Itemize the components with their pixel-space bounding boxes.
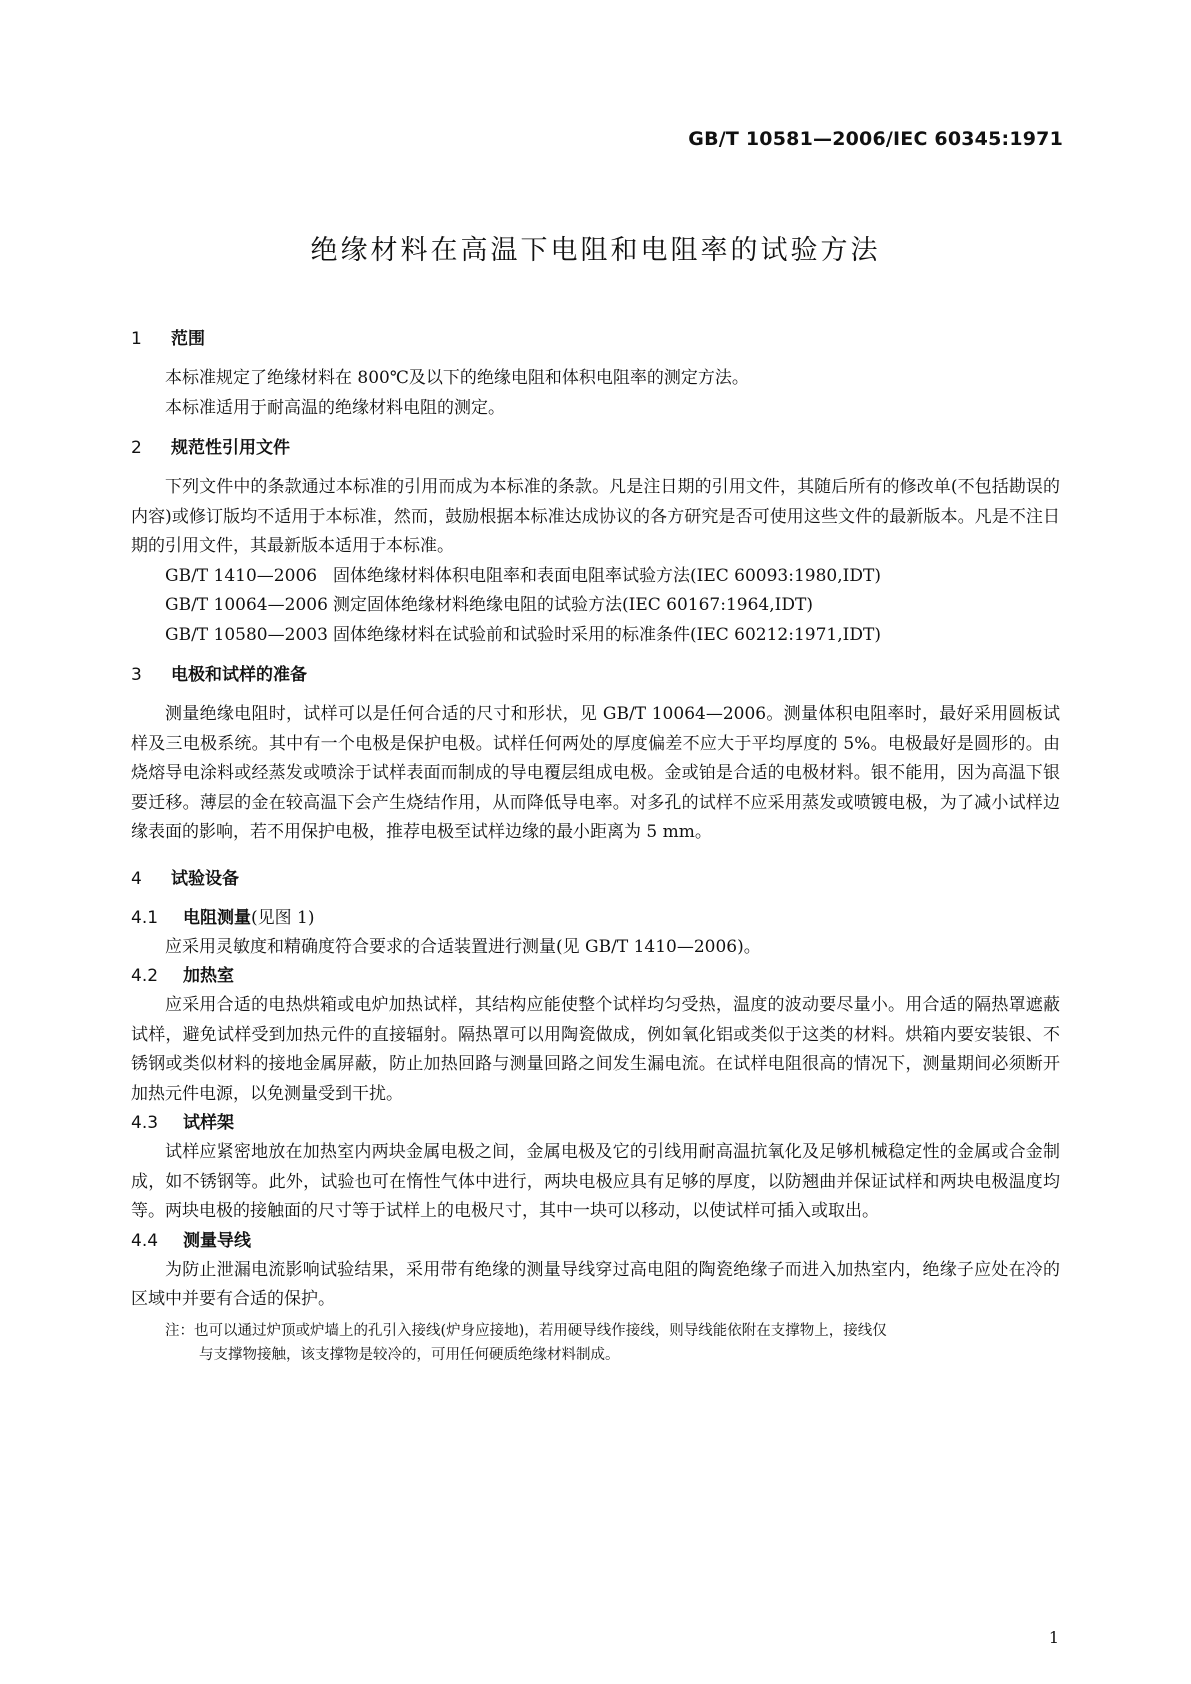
section-title: 范围: [171, 329, 205, 349]
reference-title: 固体绝缘材料体积电阻率和表面电阻率试验方法(IEC 60093:1980,IDT): [333, 565, 881, 586]
subsection-title: 加热室: [183, 966, 234, 986]
note-text: 也可以通过炉顶或炉墙上的孔引入接线(炉身应接地)，若用硬导线作接线，则导线能依附在支撑物上，接线仅: [194, 1322, 887, 1339]
subsection-4-4-heading: [131, 1227, 1060, 1256]
section-number: 3: [131, 665, 142, 685]
reference-code: GB/T 10064—2006: [165, 595, 328, 615]
paragraph: 本标准适用于耐高温的绝缘材料电阻的测定。: [165, 397, 505, 418]
section-1-heading: [131, 326, 1060, 352]
document-body: [131, 326, 1060, 1367]
note: [165, 1319, 1060, 1367]
section-2-heading: [131, 435, 1060, 461]
subsection-number: 4.2: [131, 966, 159, 986]
reference-code: GB/T 10580—2003: [165, 624, 328, 645]
subsection-4-3-heading: [131, 1109, 1060, 1138]
section-number: 1: [131, 329, 142, 349]
subsection-number: 4.1: [131, 907, 159, 928]
reference-item: [131, 562, 1060, 592]
figure-reference: (见图 1): [251, 907, 315, 928]
subsection-number: 4.3: [131, 1113, 159, 1133]
paragraph: 应采用灵敏度和精确度符合要求的合适装置进行测量(见 GB/T 1410—2006)。: [165, 936, 761, 957]
section-4-heading: [131, 866, 1060, 892]
standard-code: GB/T 10581—2006/IEC 60345:1971: [688, 128, 1063, 150]
reference-code: GB/T 1410—2006: [165, 565, 318, 586]
paragraph: 测量绝缘电阻时，试样可以是任何合适的尺寸和形状，见 GB/T 10064—2006。测量体积电阻率时，最好采用圆板试样及三电极系统。其中有一个电极是保护电极。试样任何两处的厚度偏差不应大于平均厚度的 5%。电极最好是圆形的。由烧熔导电涂料或经蒸发或喷涂于试样表面而制成的导电覆层组成电极。金或铂是合适的电极材料。银不能用，因为高温下银要迁移。薄层的金在较高温下会产生烧结作用，从而降低导电率。对多孔的试样不应采用蒸发或喷镀电极，为了减小试样边缘表面的影响，若不用保护电极，推荐电极至试样边缘的最小距离为 5 mm。: [131, 704, 1060, 842]
section-3-heading: [131, 662, 1060, 688]
reference-item: [131, 621, 1060, 651]
reference-title: 固体绝缘材料在试验前和试验时采用的标准条件(IEC 60212:1971,IDT): [333, 624, 881, 645]
section-number: 2: [131, 438, 142, 458]
paragraph: 下列文件中的条款通过本标准的引用而成为本标准的条款。凡是注日期的引用文件，其随后所有的修改单(不包括勘误的内容)或修订版均不适用于本标准，然而，鼓励根据本标准达成协议的各方研究是否可使用这些文件的最新版本。凡是不注日期的引用文件，其最新版本适用于本标准。: [131, 477, 1060, 556]
section-title: 电极和试样的准备: [171, 665, 307, 685]
reference-title: 测定固体绝缘材料绝缘电阻的试验方法(IEC 60167:1964,IDT): [333, 595, 813, 615]
paragraph: 本标准规定了绝缘材料在 800℃及以下的绝缘电阻和体积电阻率的测定方法。: [165, 368, 749, 388]
paragraph: 试样应紧密地放在加热室内两块金属电极之间，金属电极及它的引线用耐高温抗氧化及足够机械稳定性的金属或合金制成，如不锈钢等。此外，试验也可在惰性气体中进行，两块电极应具有足够的厚度，以防翘曲并保证试样和两块电极温度均等。两块电极的接触面的尺寸等于试样上的电极尺寸，其中一块可以移动，以使试样可插入或取出。: [131, 1142, 1060, 1221]
subsection-title: 电阻测量: [183, 907, 251, 928]
reference-item: [131, 591, 1060, 621]
subsection-4-2-heading: [131, 962, 1060, 991]
section-number: 4: [131, 868, 142, 889]
page-number: 1: [1048, 1628, 1059, 1647]
subsection-title: 测量导线: [183, 1230, 251, 1251]
note-label: 注：: [165, 1322, 194, 1339]
paragraph: 为防止泄漏电流影响试验结果，采用带有绝缘的测量导线穿过高电阻的陶瓷绝缘子而进入加热室内，绝缘子应处在冷的区域中并要有合适的保护。: [131, 1259, 1060, 1309]
section-title: 规范性引用文件: [171, 438, 290, 458]
subsection-title: 试样架: [183, 1113, 234, 1133]
section-title: 试验设备: [171, 868, 239, 889]
note-text-continued: 与支撑物接触，该支撑物是较冷的，可用任何硬质绝缘材料制成。: [199, 1346, 620, 1363]
subsection-number: 4.4: [131, 1230, 159, 1251]
paragraph: 应采用合适的电热烘箱或电炉加热试样，其结构应能使整个试样均匀受热，温度的波动要尽量小。用合适的隔热罩遮蔽试样，避免试样受到加热元件的直接辐射。隔热罩可以用陶瓷做成，例如氧化铝或类似于这类的材料。烘箱内要安装银、不锈钢或类似材料的接地金属屏蔽，防止加热回路与测量回路之间发生漏电流。在试样电阻很高的情况下，测量期间必须断开加热元件电源，以免测量受到干扰。: [131, 995, 1060, 1104]
subsection-4-1-heading: [131, 904, 1060, 933]
document-title: 绝缘材料在高温下电阻和电阻率的试验方法: [310, 235, 881, 266]
